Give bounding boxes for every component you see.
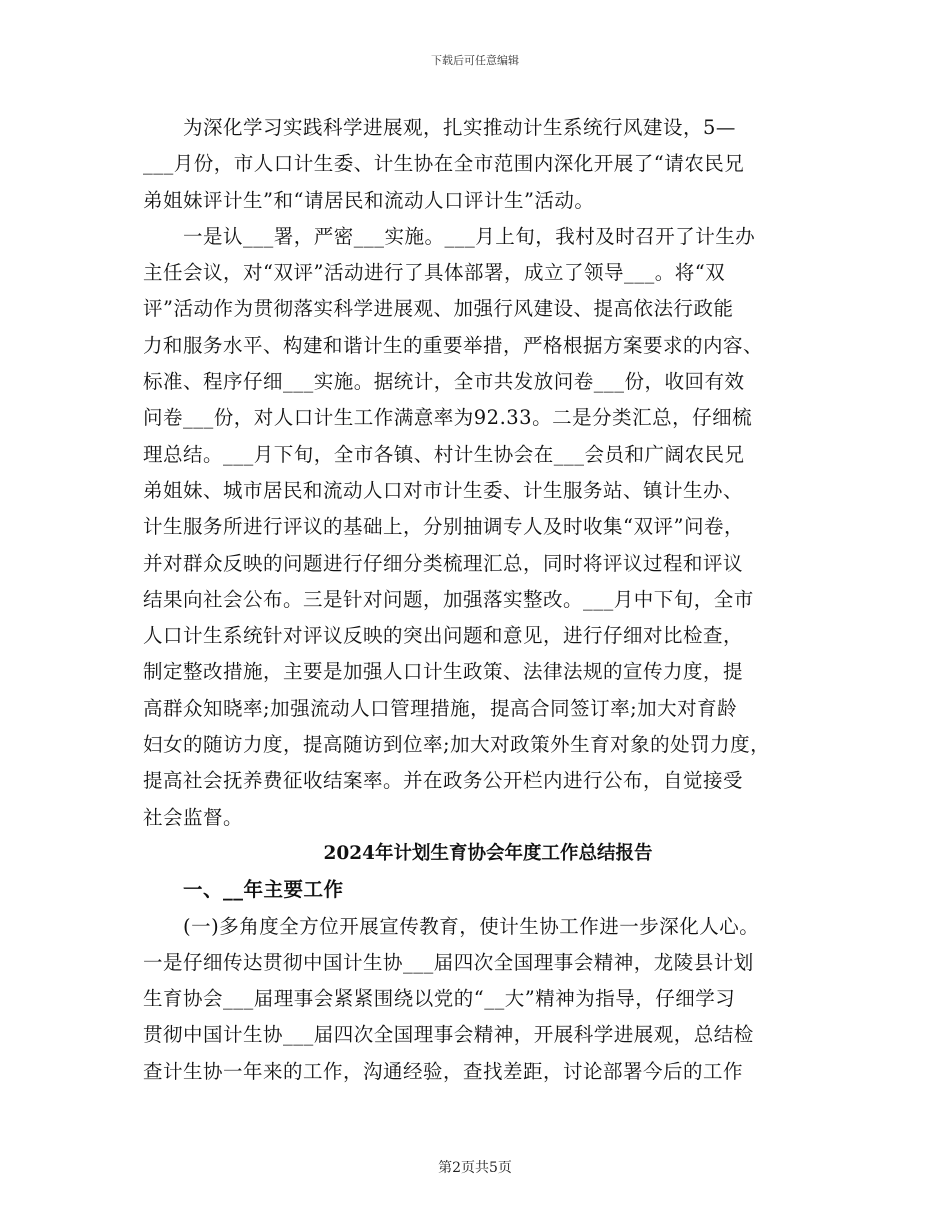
paragraph-line: 提高社会抚养费征收结案率。并在政务公开栏内进行公布，自觉接受 [143, 769, 744, 793]
paragraph-line: 理总结。___月下旬，全市各镇、村计生协会在___会员和广阔农民兄 [143, 442, 745, 466]
paragraph-line: 人口计生系统针对评议反映的突出问题和意见，进行仔细对比检查， [143, 624, 744, 648]
paragraph-line: 生育协会___届理事会紧紧围绕以党的“__大”精神为指导，仔细学习 [143, 987, 736, 1011]
paragraph-line: 一是仔细传达贯彻中国计生协___届四次全国理事会精神，龙陵县计划 [143, 950, 754, 974]
paragraph-line: 弟姐妹评计生”和“请居民和流动人口评计生”活动。 [143, 188, 595, 212]
paragraph-line: 查计生协一年来的工作，沟通经验，查找差距，讨论部署今后的工作 [143, 1059, 744, 1083]
document-body [143, 110, 823, 1090]
paragraph-line: 一是认___署，严密___实施。___月上旬，我村及时召开了计生办 [183, 224, 756, 248]
paragraph-line: 结果向社会公布。三是针对问题，加强落实整改。___月中下旬，全市 [143, 587, 754, 611]
paragraph-line: 计生服务所进行评议的基础上，分别抽调专人及时收集“双评”问卷， [143, 515, 744, 539]
paragraph-line: 并对群众反映的问题进行仔细分类梳理汇总，同时将评议过程和评议 [143, 551, 744, 575]
paragraph-line: 问卷___份，对人口计生工作满意率为92.33。二是分类汇总，仔细梳 [143, 406, 753, 430]
paragraph-line: 贯彻中国计生协___届四次全国理事会精神，开展科学进展观，总结检 [143, 1023, 754, 1047]
page-number: 第2页共5页 [438, 1160, 512, 1176]
paragraph-line: 为深化学习实践科学进展观，扎实推动计生系统行风建设，5— [183, 116, 736, 139]
page-header: 下载后可任意编辑 [431, 54, 519, 67]
paragraph-line: 弟姐妹、城市居民和流动人口对市计生委、计生服务站、镇计生办、 [143, 478, 744, 502]
paragraph-line: ___月份，市人口计生委、计生协在全市范围内深化开展了“请农民兄 [143, 152, 745, 176]
report-title: 2024年计划生育协会年度工作总结报告 [323, 842, 653, 864]
paragraph-line: 标准、程序仔细___实施。据统计，全市共发放问卷___份，收回有效 [143, 370, 745, 394]
paragraph-line: 力和服务水平、构建和谐计生的重要举措，严格根据方案要求的内容、 [143, 333, 764, 357]
paragraph-line: 妇女的随访力度，提高随访到位率;加大对政策外生育对象的处罚力度， [143, 733, 771, 757]
paragraph-line: 制定整改措施，主要是加强人口计生政策、法律法规的宣传力度，提 [143, 660, 744, 684]
paragraph-line: 主任会议，对“双评”活动进行了具体部署，成立了领导___。将“双 [143, 261, 726, 285]
paragraph-line: 评”活动作为贯彻落实科学进展观、加强行风建设、提高依法行政能 [143, 297, 734, 321]
section-heading: 一、__年主要工作 [183, 878, 344, 902]
paragraph-line: (一)多角度全方位开展宣传教育，使计生协工作进一步深化人心。 [183, 914, 760, 938]
paragraph-line: 社会监督。 [143, 805, 244, 829]
paragraph-line: 高群众知晓率;加强流动人口管理措施，提高合同签订率;加大对育龄 [143, 696, 738, 720]
